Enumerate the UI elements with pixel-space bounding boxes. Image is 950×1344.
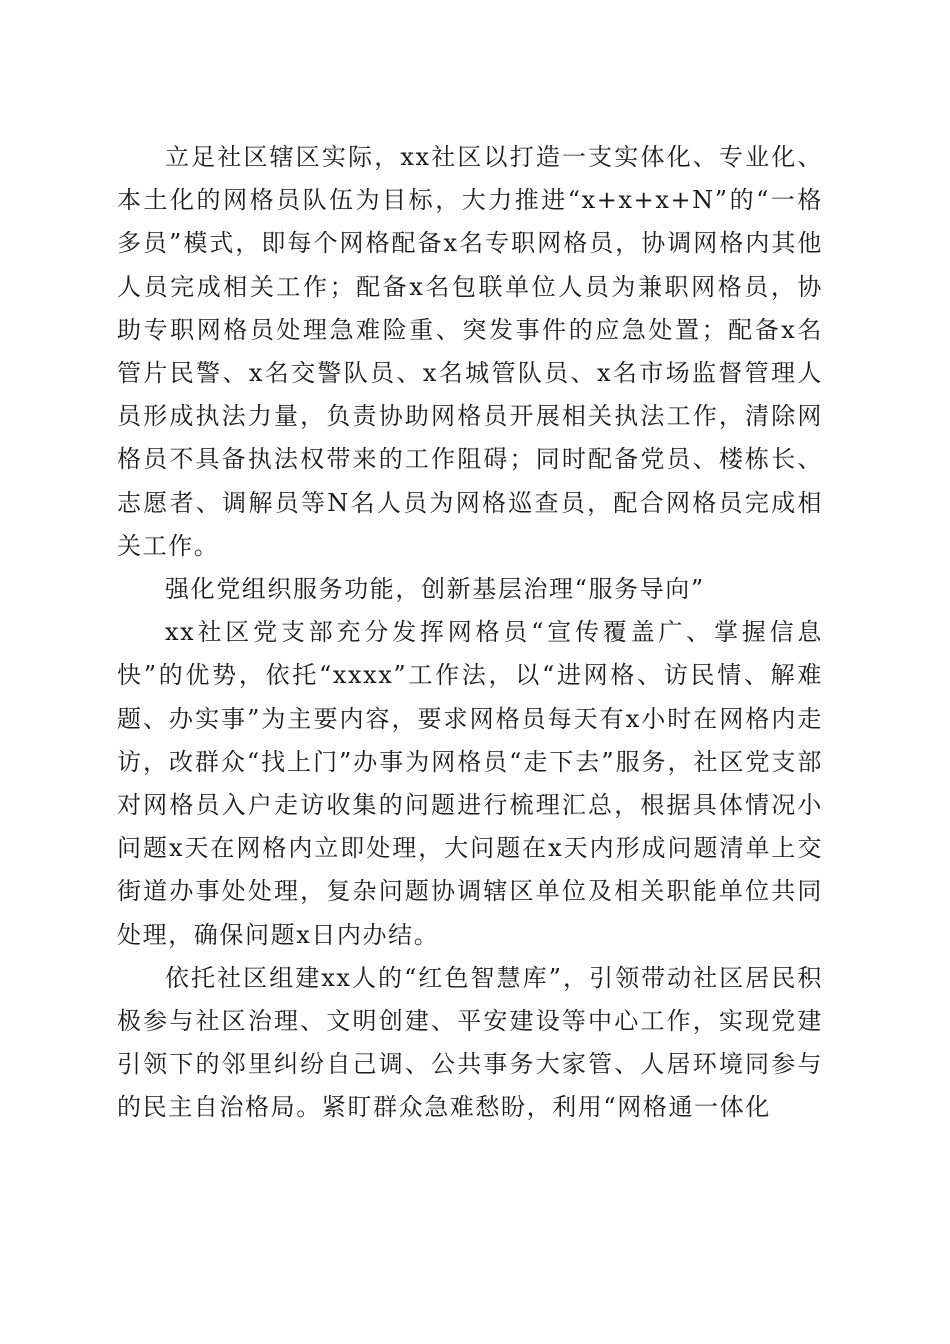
document-body	[117, 136, 823, 1130]
section-heading-service-function: 强化党组织服务功能，创新基层治理“服务导向”	[165, 575, 705, 604]
paragraph-party-branch-service: xx社区党支部充分发挥网格员“宣传覆盖广、掌握信息快”的优势，依托“xxxx”工作法，以“进网格、访民情、解难题、办实事”为主要内容，要求网格员每天有x小时在网格内走访，改群众“找上门”办事为网格员“走下去”服务，社区党支部对网格员入户走访收集的问题进行梳理汇总，根据具体情况小问题x天在网格内立即处理，大问题在x天内形成问题清单上交街道办事处处理，复杂问题协调辖区单位及相关职能单位共同处理，确保问题x日内办结。	[117, 618, 823, 949]
paragraph-red-wisdom-bank: 依托社区组建xx人的“红色智慧库”，引领带动社区居民积极参与社区治理、文明创建、平安建设等中心工作，实现党建引领下的邻里纠纷自己调、公共事务大家管、人居环境同参与的民主自治格局。紧盯群众急难愁盼，利用“网格通一体化	[117, 963, 823, 1122]
paragraph-grid-staffing: 立足社区辖区实际，xx社区以打造一支实体化、专业化、本土化的网格员队伍为目标，大力推进“x+x+x+N”的“一格多员”模式，即每个网格配备x名专职网格员，协调网格内其他人员完成相关工作；配备x名包联单位人员为兼职网格员，协助专职网格员处理急难险重、突发事件的应急处置；配备x名管片民警、x名交警队员、x名城管队员、x名市场监督管理人员形成执法力量，负责协助网格员开展相关执法工作，清除网格员不具备执法权带来的工作阻碍；同时配备党员、楼栋长、志愿者、调解员等N名人员为网格巡查员，配合网格员完成相关工作。	[117, 143, 823, 560]
